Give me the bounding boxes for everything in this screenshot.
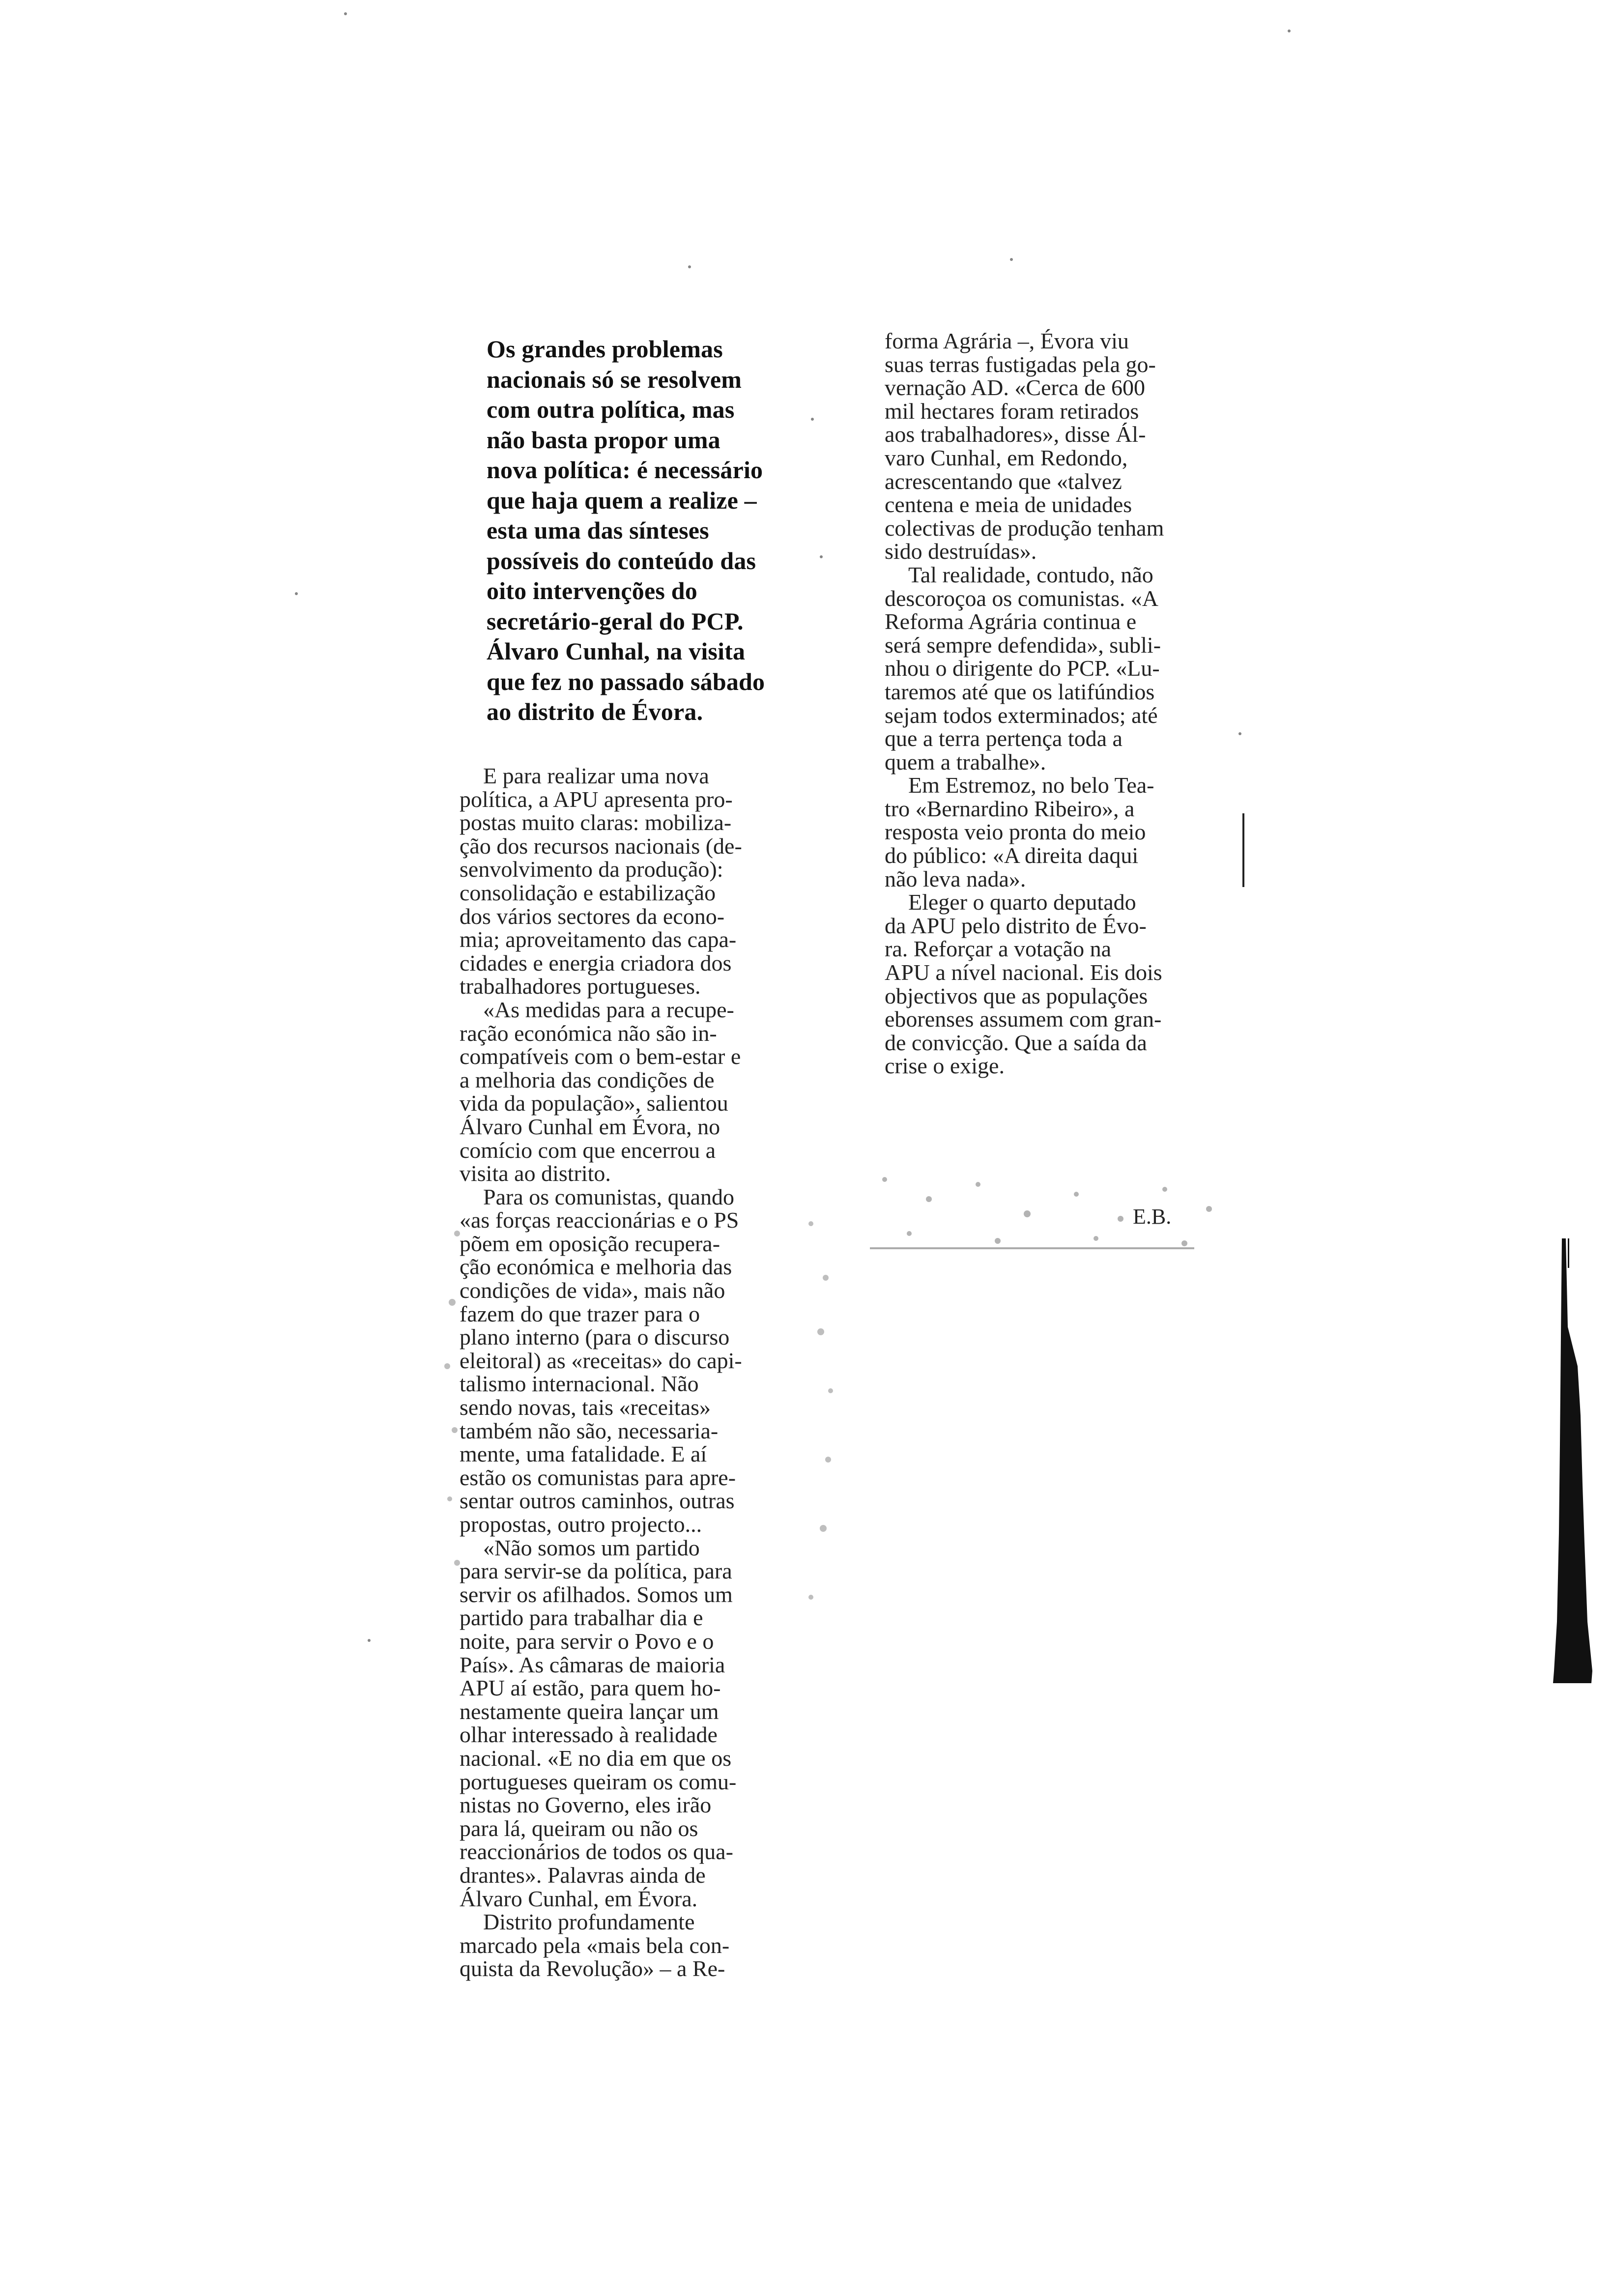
scan-smudge-left bbox=[437, 1204, 840, 1646]
body-line: da APU pelo distrito de Évo- bbox=[885, 913, 1147, 938]
body-line: nistas no Governo, eles irão bbox=[460, 1792, 712, 1818]
column-edge-mark bbox=[1242, 813, 1244, 887]
scan-smudge-right bbox=[870, 1160, 1229, 1258]
body-line: vernação AD. «Cerca de 600 bbox=[885, 375, 1146, 401]
body-line: forma Agrária –, Évora viu bbox=[885, 328, 1129, 353]
body-line: propostas, outro projecto... bbox=[460, 1512, 702, 1537]
body-line: nestamente queira lançar um bbox=[460, 1698, 719, 1724]
body-line: estão os comunistas para apre- bbox=[460, 1464, 736, 1490]
scan-edge-strip bbox=[1548, 1238, 1597, 1686]
lead-line: esta uma das sínteses bbox=[487, 517, 709, 544]
body-line: noite, para servir o Povo e o bbox=[460, 1628, 714, 1654]
body-line: varo Cunhal, em Redondo, bbox=[885, 445, 1128, 470]
body-line: olhar interessado à realidade bbox=[460, 1722, 718, 1748]
body-line: reaccionários de todos os qua- bbox=[460, 1839, 733, 1865]
scan-speck bbox=[1238, 732, 1241, 735]
body-line: sido destruídas». bbox=[885, 539, 1037, 564]
body-line: do público: «A direita daqui bbox=[885, 843, 1139, 868]
body-line: drantes». Palavras ainda de bbox=[460, 1862, 706, 1888]
body-line: quem a trabalhe». bbox=[885, 749, 1046, 775]
body-line: E para realizar uma nova bbox=[483, 763, 709, 788]
body-line: Álvaro Cunhal em Évora, no bbox=[460, 1114, 720, 1139]
body-line: fazem do que trazer para o bbox=[460, 1301, 700, 1326]
body-line: ração económica não são in- bbox=[460, 1020, 717, 1046]
article-right-column bbox=[885, 329, 1238, 1078]
scan-speck bbox=[820, 555, 823, 558]
body-line: aos trabalhadores», disse Ál- bbox=[885, 422, 1146, 447]
lead-line: Álvaro Cunhal, na visita bbox=[487, 637, 746, 665]
body-line: trabalhadores portugueses. bbox=[460, 974, 701, 999]
body-line: ção dos recursos nacionais (de- bbox=[460, 833, 742, 859]
body-line: sentar outros caminhos, outras bbox=[460, 1488, 735, 1514]
scan-speck bbox=[811, 418, 814, 421]
body-line: APU aí estão, para quem ho- bbox=[460, 1675, 721, 1701]
body-line: dos vários sectores da econo- bbox=[460, 903, 725, 929]
body-line: eleitoral) as «receitas» do capi- bbox=[460, 1348, 742, 1373]
lead-line: oito intervenções do bbox=[487, 577, 697, 604]
body-line: tro «Bernardino Ribeiro», a bbox=[885, 796, 1135, 821]
body-line: APU a nível nacional. Eis dois bbox=[885, 960, 1162, 985]
body-line: comício com que encerrou a bbox=[460, 1137, 716, 1163]
body-line: objectivos que as populações bbox=[885, 983, 1148, 1008]
body-line: colectivas de produção tenham bbox=[885, 515, 1164, 541]
body-line: acrescentando que «talvez bbox=[885, 468, 1122, 494]
scan-speck bbox=[1288, 29, 1291, 32]
lead-line: não basta propor uma bbox=[487, 426, 720, 454]
body-line: nacional. «E no dia em que os bbox=[460, 1745, 732, 1771]
article-lead bbox=[487, 334, 806, 727]
body-line: condições de vida», mais não bbox=[460, 1278, 725, 1303]
body-line: Álvaro Cunhal, em Évora. bbox=[460, 1886, 698, 1911]
body-line: mil hectares foram retirados bbox=[885, 398, 1139, 424]
body-line: será sempre defendida», subli- bbox=[885, 632, 1161, 658]
body-line: centena e meia de unidades bbox=[885, 492, 1132, 517]
body-line: que a terra pertença toda a bbox=[885, 726, 1123, 751]
article-signature: E.B. bbox=[1133, 1205, 1172, 1229]
body-line: resposta veio pronta do meio bbox=[885, 819, 1146, 845]
scan-speck bbox=[688, 265, 691, 268]
body-line: «Não somos um partido bbox=[483, 1535, 700, 1560]
body-line: põem em oposição recupera- bbox=[460, 1231, 720, 1256]
body-line: «As medidas para a recupe- bbox=[483, 997, 734, 1022]
body-line: Reforma Agrária continua e bbox=[885, 609, 1137, 634]
scan-speck bbox=[295, 592, 298, 595]
body-line: para servir-se da política, para bbox=[460, 1558, 732, 1584]
body-line: a melhoria das condições de bbox=[460, 1067, 715, 1092]
body-line: Para os comunistas, quando bbox=[483, 1184, 735, 1209]
body-line: visita ao distrito. bbox=[460, 1161, 611, 1186]
body-line: mia; aproveitamento das capa- bbox=[460, 927, 737, 952]
body-line: País». As câmaras de maioria bbox=[460, 1652, 725, 1677]
body-line: política, a APU apresenta pro- bbox=[460, 786, 733, 812]
body-line: senvolvimento da produção): bbox=[460, 857, 723, 882]
body-line: cidades e energia criadora dos bbox=[460, 950, 732, 976]
body-line: compatíveis com o bem-estar e bbox=[460, 1044, 741, 1069]
body-line: mente, uma fatalidade. E aí bbox=[460, 1441, 707, 1467]
body-line: taremos até que os latifúndios bbox=[885, 679, 1155, 704]
body-line: talismo internacional. Não bbox=[460, 1371, 699, 1397]
lead-line: ao distrito de Évora. bbox=[487, 698, 703, 725]
body-line: «as forças reaccionárias e o PS bbox=[460, 1207, 739, 1233]
body-line: sendo novas, tais «receitas» bbox=[460, 1395, 711, 1420]
lead-line: nova política: é necessário bbox=[487, 456, 763, 484]
lead-line: que haja quem a realize – bbox=[487, 486, 757, 514]
body-line: crise o exige. bbox=[885, 1053, 1005, 1079]
lead-line: secretário-geral do PCP. bbox=[487, 607, 744, 635]
body-line: ra. Reforçar a votação na bbox=[885, 936, 1111, 962]
body-line: consolidação e estabilização bbox=[460, 880, 716, 905]
body-line: para lá, queiram ou não os bbox=[460, 1815, 698, 1841]
body-line: quista da Revolução» – a Re- bbox=[460, 1956, 725, 1981]
body-line: vida da população», salientou bbox=[460, 1091, 728, 1116]
lead-line: possíveis do conteúdo das bbox=[487, 546, 756, 574]
body-line: marcado pela «mais bela con- bbox=[460, 1932, 730, 1958]
body-line: descoroçoa os comunistas. «A bbox=[885, 585, 1158, 611]
body-line: eborenses assumem com gran- bbox=[885, 1006, 1162, 1032]
body-line: suas terras fustigadas pela go- bbox=[885, 351, 1156, 377]
scan-speck bbox=[1010, 258, 1013, 261]
lead-line: que fez no passado sábado bbox=[487, 667, 765, 695]
body-line: Em Estremoz, no belo Tea- bbox=[908, 773, 1154, 798]
body-line: Tal realidade, contudo, não bbox=[908, 562, 1153, 587]
lead-line: nacionais só se resolvem bbox=[487, 365, 742, 393]
body-line: postas muito claras: mobiliza- bbox=[460, 810, 732, 835]
body-line: também não são, necessaria- bbox=[460, 1418, 719, 1443]
body-line: portugueses queiram os comu- bbox=[460, 1769, 737, 1794]
body-line: plano interno (para o discurso bbox=[460, 1324, 730, 1350]
scan-speck bbox=[368, 1639, 371, 1642]
body-line: sejam todos exterminados; até bbox=[885, 702, 1158, 728]
body-line: servir os afilhados. Somos um bbox=[460, 1581, 733, 1607]
lead-line: Os grandes problemas bbox=[487, 335, 723, 363]
body-line: ção económica e melhoria das bbox=[460, 1254, 732, 1280]
body-line: de convicção. Que a saída da bbox=[885, 1030, 1147, 1055]
scan-speck bbox=[344, 12, 347, 15]
body-line: Eleger o quarto deputado bbox=[908, 890, 1136, 915]
lead-line: com outra política, mas bbox=[487, 396, 735, 423]
body-line: não leva nada». bbox=[885, 866, 1026, 891]
body-line: partido para trabalhar dia e bbox=[460, 1605, 703, 1631]
body-line: Distrito profundamente bbox=[483, 1909, 695, 1935]
body-line: nhou o dirigente do PCP. «Lu- bbox=[885, 656, 1160, 681]
